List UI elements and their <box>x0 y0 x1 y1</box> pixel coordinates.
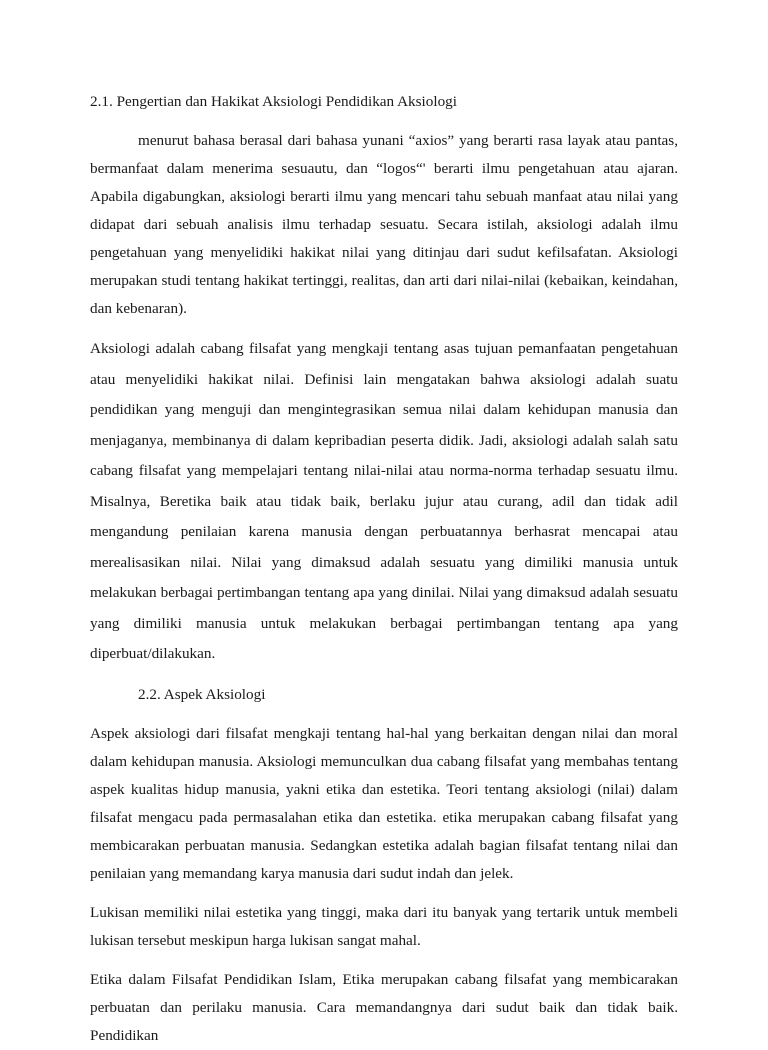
paragraph-lukisan-example: Lukisan memiliki nilai estetika yang tinggi, maka dari itu banyak yang tertarik untuk membeli lukisan tersebut meskipun harga lukisan sangat mahal. <box>90 903 678 949</box>
section-heading-2-1: 2.1. Pengertian dan Hakikat Aksiologi Pendidikan Aksiologi <box>90 93 457 110</box>
paragraph-aksiologi-etymology: menurut bahasa berasal dari bahasa yunani “axios” yang berarti rasa layak atau pantas, bermanfaat dalam menerima sesuautu, dan “logos“' berarti ilmu pengetahuan atau ajaran. Apabila digabungkan, aksiologi berarti ilmu yang mencari tahu sebuah manfaat atau nilai yang didapat dari sebuah analisis ilmu terhadap sesuatu. Secara istilah, aksiologi adalah ilmu pengetahuan yang menyelidiki hakikat nilai yang ditinjau dari sudut kefilsafatan. Aksiologi merupakan studi tentang hakikat tertinggi, realitas, dan arti dari nilai-nilai (kebaikan, keindahan, dan kebenaran). <box>90 132 678 317</box>
paragraph-aspek-aksiologi: Aspek aksiologi dari filsafat mengkaji tentang hal-hal yang berkaitan dengan nilai dan moral dalam kehidupan manusia. Aksiologi memunculkan dua cabang filsafat yang membahas tentang aspek kualitas hidup manusia, yakni etika dan estetika. Teori tentang aksiologi (nilai) dalam filsafat mengacu pada permasalahan etika dan estetika. etika merupakan cabang filsafat yang membicarakan perbuatan manusia. Sedangkan estetika adalah bagian filsafat tentang nilai dan penilaian yang memandang karya manusia dari sudut indah dan jelek. <box>90 724 678 882</box>
paragraph-etika-islam: Etika dalam Filsafat Pendidikan Islam, Etika merupakan cabang filsafat yang membicarakan perbuatan dan perilaku manusia. Cara memandangnya dari sudut baik dan tidak baik. Pendidikan <box>90 970 678 1044</box>
document-body <box>90 88 678 1050</box>
paragraph-aksiologi-definition: Aksiologi adalah cabang filsafat yang mengkaji tentang asas tujuan pemanfaatan pengetahuan atau menyelidiki hakikat nilai. Definisi lain mengatakan bahwa aksiologi adalah suatu pendidikan yang menguji dan mengintegrasikan semua nilai dalam kehidupan manusia dan menjaganya, membinanya di dalam kepribadian peserta didik. Jadi, aksiologi adalah salah satu cabang filsafat yang mempelajari tentang nilai-nilai atau norma-norma terhadap sesuatu ilmu. Misalnya, Beretika baik atau tidak baik, berlaku jujur atau curang, adil dan tidak adil mengandung penilaian karena manusia dengan perbuatannya berhasrat mencapai atau merealisasikan nilai. Nilai yang dimaksud adalah sesuatu yang dimiliki manusia untuk melakukan berbagai pertimbangan tentang apa yang dinilai. Nilai yang dimaksud adalah sesuatu yang dimiliki manusia untuk melakukan berbagai pertimbangan tentang apa yang diperbuat/dilakukan. <box>90 340 678 662</box>
section-heading-2-2: 2.2. Aspek Aksiologi <box>138 685 266 703</box>
